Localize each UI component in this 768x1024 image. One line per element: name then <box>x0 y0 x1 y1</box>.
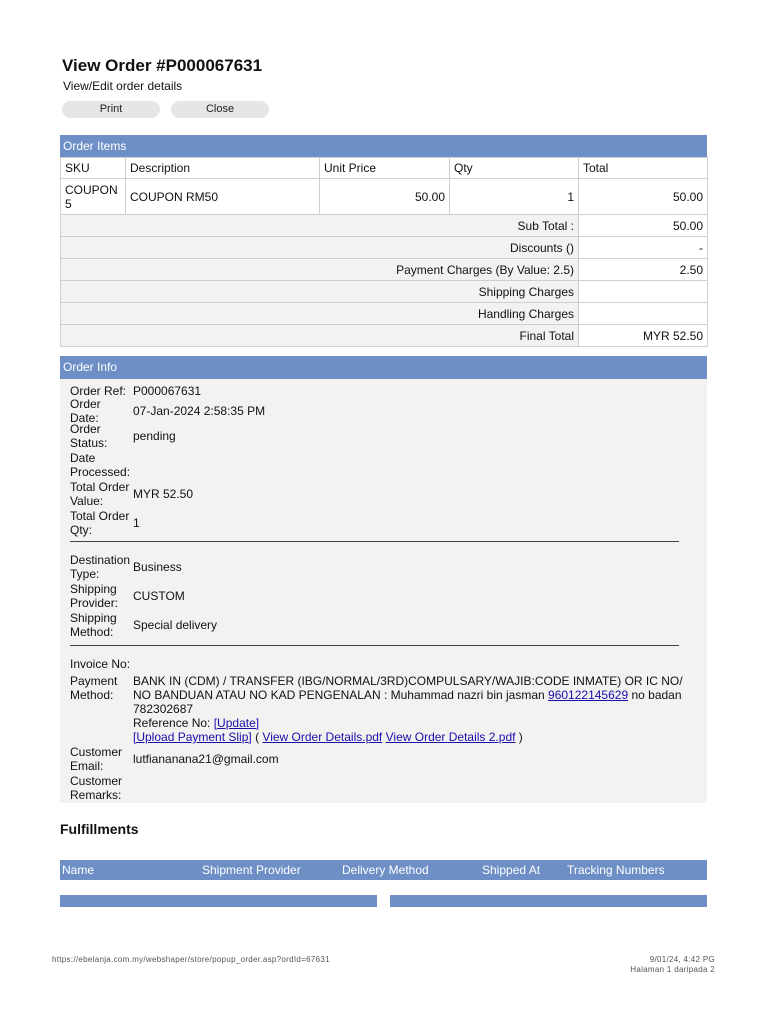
item-sku: COUPON 5 <box>61 179 126 215</box>
order-items-table <box>60 157 708 347</box>
shipping-provider-label: Shipping Provider: <box>70 581 119 610</box>
col-header-sku: SKU <box>61 158 126 179</box>
col-header-delivery-method: Delivery Method <box>342 863 429 877</box>
close-paren: ) <box>518 730 523 744</box>
page-title: View Order #P000067631 <box>62 56 263 75</box>
destination-type-label: Destination Type: <box>70 552 131 581</box>
summary-value <box>579 303 708 325</box>
summary-row-final-total <box>61 325 708 347</box>
upload-payment-slip-link[interactable]: [Upload Payment Slip] <box>133 730 252 744</box>
order-status-label: Order Status: <box>70 421 108 450</box>
close-button[interactable]: Close <box>171 101 269 118</box>
shipping-method-label: Shipping Method: <box>70 610 117 639</box>
order-date-value: 07-Jan-2024 2:58:35 PM <box>133 404 266 418</box>
col-header-description: Description <box>126 158 320 179</box>
order-info-body <box>60 379 707 803</box>
payment-method-label: Payment Method: <box>70 674 118 702</box>
item-unit-price: 50.00 <box>320 179 450 215</box>
summary-label: Payment Charges (By Value: 2.5) <box>61 259 579 281</box>
col-header-unit-price: Unit Price <box>320 158 450 179</box>
total-order-value-label: Total Order Value: <box>70 479 130 508</box>
col-header-tracking-numbers: Tracking Numbers <box>567 863 665 877</box>
total-order-qty: 1 <box>133 515 140 530</box>
summary-row-payment-charges <box>61 259 708 281</box>
fulfillments-header <box>60 860 707 880</box>
summary-value: MYR 52.50 <box>579 325 708 347</box>
customer-remarks-label: Customer Remarks: <box>70 774 123 802</box>
col-header-shipped-at: Shipped At <box>482 863 541 877</box>
payment-method-text: BANK IN (CDM) / TRANSFER (IBG/NORMAL/3RD)COMPULSARY/WAJIB:CODE INMATE) OR IC NO/ NO BANDUAN ATAU NO KAD PENGENALAN : Muhammad nazri bin jasman <box>133 674 683 702</box>
summary-label: Handling Charges <box>61 303 579 325</box>
payment-method-value <box>132 674 703 744</box>
summary-value: 50.00 <box>579 215 708 237</box>
customer-email-label: Customer Email: <box>70 744 123 773</box>
col-header-name: Name <box>62 863 95 877</box>
summary-row-subtotal <box>61 215 708 237</box>
summary-row-discounts <box>61 237 708 259</box>
order-ref-label: Order Ref: <box>70 384 127 398</box>
destination-type-value: Business <box>133 559 182 574</box>
summary-value: 2.50 <box>579 259 708 281</box>
order-date-label: Order Date: <box>70 397 101 425</box>
footer-datetime: 9/01/24, 4:42 PG <box>649 955 715 964</box>
summary-value <box>579 281 708 303</box>
total-order-qty-label: Total Order Qty: <box>70 508 130 537</box>
date-processed-label: Date Processed: <box>70 450 131 479</box>
order-items-panel <box>60 135 707 347</box>
order-items-heading: Order Items <box>60 135 707 157</box>
view-order-details-link[interactable]: View Order Details.pdf <box>262 730 383 744</box>
customer-email-value: lutfiananana21@gmail.com <box>133 751 279 766</box>
col-header-shipment-provider: Shipment Provider <box>202 863 301 877</box>
invoice-no-label: Invoice No: <box>70 657 131 671</box>
table-header-row <box>61 158 708 179</box>
item-qty: 1 <box>450 179 579 215</box>
footer-url: https://ebelanja.com.my/webshaper/store/popup_order.asp?ordId=67631 <box>52 955 330 964</box>
summary-label: Discounts () <box>61 237 579 259</box>
order-ref-value: P000067631 <box>133 384 202 398</box>
summary-value: - <box>579 237 708 259</box>
update-link[interactable]: [Update] <box>213 716 260 730</box>
view-order-details-2-link[interactable]: View Order Details 2.pdf <box>385 730 516 744</box>
summary-label: Final Total <box>61 325 579 347</box>
col-header-total: Total <box>579 158 708 179</box>
item-total: 50.00 <box>579 179 708 215</box>
total-order-value: MYR 52.50 <box>133 486 194 501</box>
table-row <box>61 179 708 215</box>
shipping-provider-value: CUSTOM <box>133 588 185 603</box>
order-info-panel <box>60 356 707 803</box>
shipping-method-value: Special delivery <box>133 617 218 632</box>
fulfillment-bar-left <box>60 895 377 907</box>
summary-row-handling <box>61 303 708 325</box>
footer-page-number: Halaman 1 daripada 2 <box>630 965 715 974</box>
col-header-qty: Qty <box>450 158 579 179</box>
reference-no-label: Reference No: <box>133 716 211 730</box>
open-paren: ( <box>255 730 260 744</box>
page-subtitle: View/Edit order details <box>63 79 183 93</box>
summary-label: Sub Total : <box>61 215 579 237</box>
order-status-value: pending <box>133 428 176 443</box>
payment-method-tail: no badan 782302687 <box>133 688 682 716</box>
summary-label: Shipping Charges <box>61 281 579 303</box>
phone-number-link[interactable]: 960122145629 <box>548 688 629 702</box>
print-button[interactable]: Print <box>62 101 160 118</box>
fulfillments-title: Fulfillments <box>60 821 139 837</box>
summary-row-shipping <box>61 281 708 303</box>
item-description: COUPON RM50 <box>126 179 320 215</box>
fulfillment-bar-right <box>390 895 707 907</box>
order-info-heading: Order Info <box>60 356 707 379</box>
